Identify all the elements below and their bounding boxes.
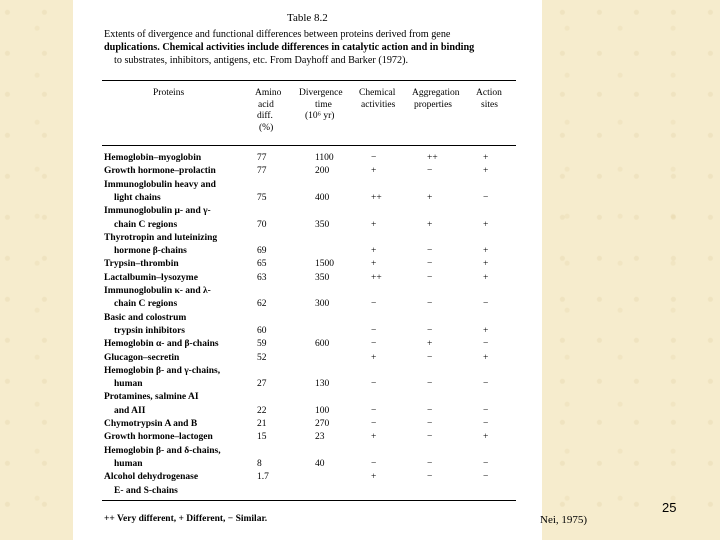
row-chemical-activities: − [371, 299, 377, 310]
row-action-sites: − [483, 405, 489, 416]
caption-line: duplications. Chemical activities include differences in catalytic action and in binding [104, 42, 475, 53]
header-proteins-label: Proteins [153, 88, 185, 98]
header-divergence-line: (10⁶ yr) [305, 111, 335, 121]
row-chemical-activities: − [371, 153, 377, 163]
row-aggregation-properties: − [427, 325, 433, 336]
row-aggregation-properties: − [427, 299, 433, 310]
row-protein-name: Growth hormone–prolactin [104, 166, 216, 177]
table-row [73, 485, 542, 498]
header-amino-line: acid [258, 99, 274, 110]
row-chemical-activities: + [371, 166, 377, 177]
row-protein-name: Glucagon–secretin [104, 352, 180, 363]
table-row [73, 431, 542, 444]
table-row [73, 285, 542, 298]
row-chemical-activities: + [371, 219, 377, 230]
header-proteins [153, 88, 184, 100]
row-protein-name: Hemoglobin β- and δ-chains, [104, 445, 221, 456]
header-amino [255, 88, 281, 134]
row-divergence-time: 23 [315, 432, 325, 443]
row-divergence-time: 1100 [315, 153, 334, 163]
row-protein-name: Thyrotropin and luteinizing [104, 232, 218, 243]
row-action-sites: + [483, 272, 489, 283]
row-action-sites: + [483, 325, 489, 336]
table-row [73, 272, 542, 285]
header-action-line: sites [481, 99, 498, 110]
table-row [73, 445, 542, 458]
row-protein-name: and AII [114, 405, 146, 416]
row-aggregation-properties: − [427, 379, 433, 390]
table-row [73, 338, 542, 351]
row-aggregation-properties: − [427, 246, 433, 257]
table-row [73, 471, 542, 484]
table-scan [73, 0, 542, 540]
row-aggregation-properties: − [427, 405, 433, 416]
row-amino-diff: 65 [257, 259, 267, 270]
row-action-sites: + [483, 246, 489, 257]
header-aggregation-line: properties [414, 99, 452, 110]
row-divergence-time: 270 [315, 419, 330, 429]
row-amino-diff: 8 [257, 458, 262, 469]
row-chemical-activities: − [371, 379, 377, 390]
row-protein-name: Hemoglobin β- and γ-chains, [104, 365, 221, 376]
row-amino-diff: 69 [257, 246, 267, 257]
row-chemical-activities: + [371, 472, 377, 483]
row-action-sites: − [483, 299, 489, 310]
row-amino-diff: 75 [257, 192, 267, 203]
row-divergence-time: 350 [315, 272, 330, 283]
row-chemical-activities: ++ [371, 192, 382, 203]
row-chemical-activities: − [371, 325, 377, 336]
row-aggregation-properties: + [427, 219, 433, 230]
row-action-sites: + [483, 153, 489, 163]
header-chemical-line: activities [361, 99, 396, 110]
row-aggregation-properties: − [427, 419, 433, 429]
row-protein-name: chain C regions [114, 299, 178, 310]
row-divergence-time: 350 [315, 219, 330, 230]
row-action-sites: + [483, 259, 489, 270]
caption-line: Extents of divergence and functional differences between proteins derived from gene [104, 29, 451, 40]
row-divergence-time: 1500 [315, 259, 334, 270]
table-row [73, 245, 542, 258]
table-row [73, 232, 542, 245]
row-amino-diff: 70 [257, 219, 267, 230]
table-row [73, 179, 542, 192]
row-protein-name: Basic and colostrum [104, 312, 187, 323]
caption-line: to substrates, inhibitors, antigens, etc. From Dayhoff and Barker (1972). [114, 55, 409, 66]
header-divergence-line: time [315, 99, 332, 110]
row-amino-diff: 62 [257, 299, 267, 310]
row-amino-diff: 63 [257, 272, 267, 283]
header-aggregation-line: Aggregation [412, 88, 460, 98]
row-aggregation-properties: − [427, 166, 433, 177]
header-chemical-line: Chemical [359, 88, 396, 98]
row-aggregation-properties: + [427, 192, 433, 203]
table-row [73, 391, 542, 404]
row-amino-diff: 21 [257, 419, 267, 429]
citation: Nei, 1975) [540, 514, 588, 526]
row-divergence-time: 40 [315, 458, 325, 469]
row-amino-diff: 27 [257, 379, 267, 390]
row-protein-name: trypsin inhibitors [114, 325, 186, 336]
table-row [73, 192, 542, 205]
table-row [73, 298, 542, 311]
row-chemical-activities: + [371, 259, 377, 270]
row-chemical-activities: − [371, 419, 377, 429]
table-row [73, 352, 542, 365]
table-row [73, 205, 542, 218]
row-action-sites: + [483, 166, 489, 177]
header-amino-line: (%) [259, 122, 274, 133]
row-protein-name: Protamines, salmine AI [104, 392, 199, 403]
table-row [73, 418, 542, 431]
table-row [73, 365, 542, 378]
row-action-sites: − [483, 339, 489, 350]
row-aggregation-properties: − [427, 458, 433, 469]
header-divergence [299, 88, 343, 123]
row-protein-name: E- and S-chains [114, 485, 178, 496]
table-row [73, 258, 542, 271]
row-amino-diff: 1.7 [257, 472, 269, 483]
row-chemical-activities: + [371, 352, 377, 363]
row-divergence-time: 130 [315, 379, 330, 390]
row-amino-diff: 52 [257, 352, 267, 363]
row-amino-diff: 77 [257, 166, 267, 177]
header-chemical [359, 88, 395, 111]
row-aggregation-properties: − [427, 352, 433, 363]
row-protein-name: Chymotrypsin A and B [104, 419, 198, 429]
row-amino-diff: 22 [257, 405, 267, 416]
row-protein-name: Hemoglobin α- and β-chains [104, 339, 219, 350]
row-protein-name: Growth hormone–lactogen [104, 432, 213, 443]
row-divergence-time: 300 [315, 299, 330, 310]
header-divergence-line: Divergence [299, 88, 343, 98]
row-aggregation-properties: ++ [427, 153, 438, 163]
row-protein-name: Trypsin–thrombin [104, 259, 179, 270]
row-chemical-activities: + [371, 246, 377, 257]
row-protein-name: Immunoglobulin heavy and [104, 179, 216, 190]
row-divergence-time: 100 [315, 405, 330, 416]
row-protein-name: Immunoglobulin κ- and λ- [104, 286, 211, 296]
table-footnote: ++ Very different, + Different, − Similar. [104, 514, 268, 524]
table-row [73, 405, 542, 418]
row-aggregation-properties: − [427, 432, 433, 443]
row-protein-name: light chains [114, 192, 161, 203]
row-amino-diff: 77 [257, 153, 267, 163]
table-row [73, 325, 542, 338]
header-action [476, 88, 502, 111]
row-aggregation-properties: − [427, 272, 433, 283]
table-row [73, 152, 542, 165]
row-action-sites: − [483, 458, 489, 469]
row-chemical-activities: − [371, 405, 377, 416]
table-number: Table 8.2 [287, 12, 328, 24]
row-protein-name: Lactalbumin–lysozyme [104, 272, 198, 283]
row-protein-name: human [114, 458, 143, 469]
bottom-rule [102, 500, 516, 501]
row-chemical-activities: − [371, 339, 377, 350]
row-amino-diff: 59 [257, 339, 267, 350]
header-amino-line: diff. [257, 111, 273, 121]
row-divergence-time: 400 [315, 192, 330, 203]
row-action-sites: − [483, 192, 489, 203]
table-row [73, 219, 542, 232]
row-action-sites: + [483, 352, 489, 363]
header-action-line: Action [476, 88, 502, 98]
top-rule [102, 80, 516, 81]
row-action-sites: + [483, 432, 489, 443]
row-protein-name: Immunoglobulin μ- and γ- [104, 206, 211, 217]
header-rule [102, 145, 516, 146]
table-row [73, 165, 542, 178]
row-amino-diff: 15 [257, 432, 267, 443]
table-row [73, 458, 542, 471]
row-protein-name: Hemoglobin–myoglobin [104, 153, 202, 163]
row-action-sites: + [483, 219, 489, 230]
row-divergence-time: 600 [315, 339, 330, 350]
row-action-sites: − [483, 419, 489, 429]
header-aggregation [412, 88, 460, 111]
row-chemical-activities: ++ [371, 272, 382, 283]
header-amino-line: Amino [255, 88, 282, 98]
row-action-sites: − [483, 472, 489, 483]
row-chemical-activities: − [371, 458, 377, 469]
row-protein-name: hormone β-chains [114, 246, 187, 257]
table-row [73, 312, 542, 325]
row-amino-diff: 60 [257, 325, 267, 336]
table-caption [104, 28, 514, 67]
row-aggregation-properties: + [427, 339, 433, 350]
row-protein-name: human [114, 379, 143, 390]
row-divergence-time: 200 [315, 166, 330, 177]
page-number: 25 [662, 500, 677, 515]
row-protein-name: Alcohol dehydrogenase [104, 472, 199, 483]
row-action-sites: − [483, 379, 489, 390]
row-aggregation-properties: − [427, 472, 433, 483]
row-chemical-activities: + [371, 432, 377, 443]
row-aggregation-properties: − [427, 259, 433, 270]
table-row [73, 378, 542, 391]
row-protein-name: chain C regions [114, 219, 178, 230]
